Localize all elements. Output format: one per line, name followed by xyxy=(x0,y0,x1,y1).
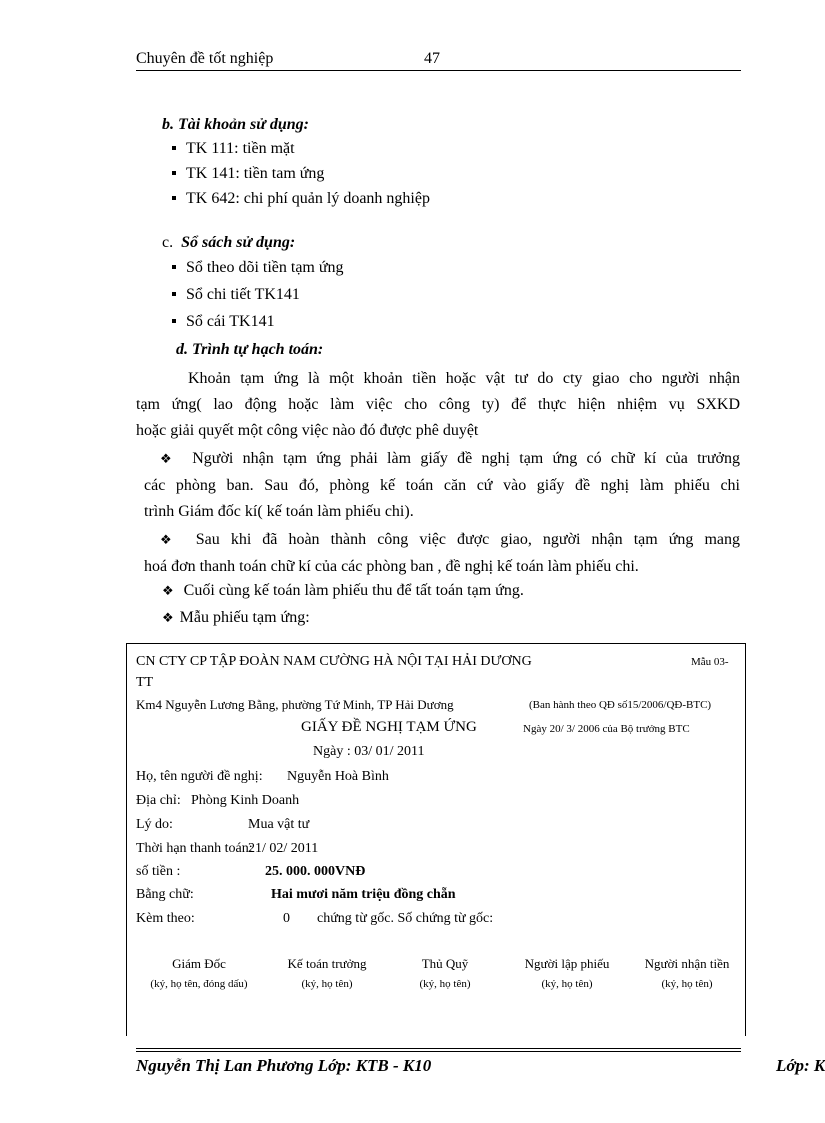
bullet-icon xyxy=(172,319,176,323)
advance-request-form xyxy=(126,643,746,1036)
words-value: Hai mươi năm triệu đồng chẵn xyxy=(271,887,456,902)
section-c-title: Sổ sách sử dụng: xyxy=(181,234,296,251)
point-1-paragraph xyxy=(144,446,740,525)
list-item-text: TK 111: tiền mặt xyxy=(186,140,295,157)
bullet-icon xyxy=(172,146,176,150)
form-company: CN CTY CP TẬP ĐOÀN NAM CƯỜNG HÀ NỘI TẠI HẢI DƯƠNG xyxy=(136,654,532,669)
requester-label: Họ, tên người đề nghị: xyxy=(136,769,263,784)
list-item xyxy=(172,286,300,304)
deadline-label: Thời hạn thanh toán: xyxy=(136,841,253,856)
list-item-text: TK 141: tiền tam ứng xyxy=(186,165,325,182)
section-b-heading: b. Tài khoản sử dụng: xyxy=(162,116,309,133)
signature-note: (ký, họ tên) xyxy=(661,978,713,990)
signature-treasurer xyxy=(385,956,505,990)
diamond-bullet-icon: ❖ xyxy=(162,584,174,599)
footer-rule xyxy=(136,1048,741,1049)
signature-director xyxy=(139,956,259,990)
paragraph-line: các phòng ban. Sau đó, phòng kế toán căn cứ vào giấy đề nghị làm phiếu chi xyxy=(144,477,740,494)
diamond-bullet-icon: ❖ xyxy=(160,452,177,467)
signature-role: Người lập phiếu xyxy=(524,956,610,971)
attach-label: Kèm theo: xyxy=(136,911,195,926)
signature-role: Kế toán trưởng xyxy=(287,956,367,971)
paragraph-line: trình Giám đốc kí( kế toán làm phiếu chi). xyxy=(144,503,414,520)
signature-preparer xyxy=(507,956,627,990)
footer-class: Lớp: K xyxy=(776,1056,825,1075)
paragraph-line xyxy=(144,527,740,554)
point-3 xyxy=(162,582,524,600)
point-4-text: Mẫu phiếu tạm ứng: xyxy=(179,609,310,626)
paragraph-line: tạm ứng( lao động hoặc làm việc cho công ty) để thực hiện nhiệm vụ SXKD xyxy=(136,396,740,413)
list-item-text: Sổ theo dõi tiền tạm ứng xyxy=(186,259,344,276)
signature-role: Người nhận tiền xyxy=(644,956,730,971)
paragraph-line: hoặc giải quyết một công việc nào đó được phê duyệt xyxy=(136,422,479,439)
header-rule xyxy=(136,70,741,71)
bullet-icon xyxy=(172,171,176,175)
signature-note: (ký, họ tên) xyxy=(419,978,471,990)
reason-value: Mua vật tư xyxy=(248,817,310,832)
amount-value: 25. 000. 000VNĐ xyxy=(265,864,366,879)
footer-author: Nguyễn Thị Lan Phương Lớp: KTB - K10 xyxy=(136,1056,432,1075)
form-title: GIẤY ĐỀ NGHỊ TẠM ỨNG xyxy=(301,719,477,735)
paragraph-line: Khoản tạm ứng là một khoản tiền hoặc vật tư do cty giao cho người nhận xyxy=(188,370,740,387)
attach-text: chứng từ gốc. Số chứng từ gốc: xyxy=(317,911,494,926)
point-3-text: Cuối cùng kế toán làm phiếu thu để tất toán tạm ứng. xyxy=(183,582,524,599)
header-title: Chuyên đề tốt nghiệp xyxy=(136,50,274,67)
list-item xyxy=(172,165,324,183)
words-label: Bằng chữ: xyxy=(136,887,194,902)
deadline-value: 21/ 02/ 2011 xyxy=(248,841,319,856)
signature-note: (ký, họ tên) xyxy=(541,978,593,990)
signature-role: Thủ Quỹ xyxy=(421,956,469,971)
page-number: 47 xyxy=(424,50,440,67)
section-d-heading: d. Trình tự hạch toán: xyxy=(176,341,324,358)
paragraph-text: Người nhận tạm ứng phải làm giấy đề nghị tạm ứng có chữ kí của trưởng xyxy=(192,450,741,467)
diamond-bullet-icon: ❖ xyxy=(160,533,179,548)
bullet-icon xyxy=(172,265,176,269)
list-item xyxy=(172,140,295,158)
signature-note: (ký, họ tên, đóng dấu) xyxy=(150,978,248,990)
reason-label: Lý do: xyxy=(136,817,173,832)
paragraph-text: Sau khi đã hoàn thành công việc được giao, người nhận tạm ứng mang xyxy=(195,531,741,548)
address-label: Địa chỉ: xyxy=(136,793,181,808)
list-item xyxy=(172,259,344,277)
address-value: Phòng Kinh Doanh xyxy=(191,793,300,808)
form-date: Ngày : 03/ 01/ 2011 xyxy=(313,744,425,759)
form-address: Km4 Nguyễn Lương Bằng, phường Tứ Minh, TP Hải Dương xyxy=(136,697,454,712)
list-item-text: TK 642: chi phí quản lý doanh nghiệp xyxy=(186,190,430,207)
list-item xyxy=(172,190,430,208)
section-c-heading xyxy=(162,234,295,252)
list-item-text: Sổ chi tiết TK141 xyxy=(186,286,300,303)
form-decision-date: Ngày 20/ 3/ 2006 của Bộ trưởng BTC xyxy=(523,723,690,735)
point-4 xyxy=(162,609,310,627)
diamond-bullet-icon: ❖ xyxy=(162,611,174,626)
point-2-paragraph xyxy=(144,527,740,580)
list-item xyxy=(172,313,275,331)
bullet-icon xyxy=(172,196,176,200)
signature-role: Giám Đốc xyxy=(172,956,226,971)
attach-count: 0 xyxy=(283,911,290,926)
section-c-prefix: c. xyxy=(162,234,174,251)
paragraph-line xyxy=(144,446,740,473)
intro-paragraph xyxy=(136,366,740,444)
bullet-icon xyxy=(172,292,176,296)
form-decision: (Ban hành theo QĐ số15/2006/QĐ-BTC) xyxy=(529,699,712,711)
signature-chief-accountant xyxy=(267,956,387,990)
form-code-cont: TT xyxy=(136,675,154,690)
signature-recipient xyxy=(627,956,747,990)
requester-value: Nguyễn Hoà Bình xyxy=(287,769,389,784)
signature-note: (ký, họ tên) xyxy=(301,978,353,990)
list-item-text: Sổ cái TK141 xyxy=(186,313,275,330)
footer-rule xyxy=(136,1051,741,1052)
amount-label: số tiền : xyxy=(136,864,181,879)
paragraph-line: hoá đơn thanh toán chữ kí của các phòng ban , đề nghị kế toán làm phiếu chi. xyxy=(144,558,639,575)
form-code: Mẫu 03- xyxy=(691,656,729,668)
